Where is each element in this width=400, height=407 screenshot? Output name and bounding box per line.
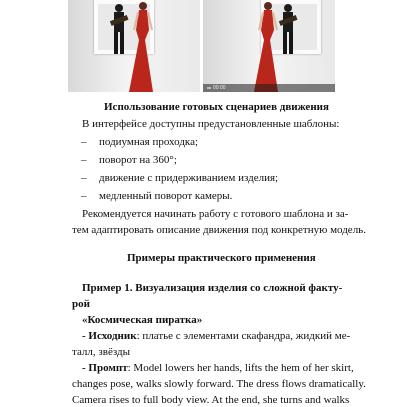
source-text: : платье с элементами скафандра, жидкий ме-	[136, 330, 351, 342]
bullet-mark: –	[81, 154, 87, 166]
list-item: подиумная проходка;	[99, 136, 199, 148]
video-time: 00:00	[213, 85, 226, 91]
video-player-bar[interactable]	[203, 84, 335, 92]
bullet-mark: –	[81, 172, 87, 184]
section-title-scenarios: Использование готовых сценариев движения	[104, 101, 329, 113]
section-title-examples: Примеры практического применения	[127, 252, 316, 264]
model-red-dress	[248, 0, 288, 92]
recommendation-line-2: тем адаптировать описание движения под конкретную модель.	[72, 224, 366, 236]
source-label: - Исходник	[82, 330, 137, 342]
intro-text: В интерфейсе доступны предустановленные шаблоны:	[82, 118, 340, 130]
source-line-1	[82, 329, 350, 343]
fashion-video-frame[interactable]	[203, 0, 335, 92]
video-progress[interactable]	[207, 87, 211, 89]
prompt-text: : Model lowers her hands, lifts the hem of her skirt,	[127, 362, 354, 374]
model-red-dress	[123, 0, 163, 92]
fashion-photo-left	[68, 0, 200, 92]
bullet-mark: –	[81, 190, 87, 202]
prompt-label: - Промпт	[82, 362, 128, 374]
example-title-line-2: рой	[72, 298, 90, 310]
example-name: «Космическая пиратка»	[82, 314, 203, 326]
recommendation-line-1: Рекомендуется начинать работу с готового шаблона и за-	[82, 208, 349, 220]
list-item: движение с придерживанием изделия;	[99, 172, 279, 184]
list-item: поворот на 360°;	[99, 154, 177, 166]
bullet-mark: –	[81, 136, 87, 148]
prompt-line-1	[82, 361, 354, 375]
example-title-line-1: Пример 1. Визуализация изделия со сложной факту-	[82, 282, 343, 294]
prompt-line-3: Camera rises to full body view. At the end, she turns and walks	[72, 394, 350, 406]
source-line-2: талл, звёзды	[72, 346, 130, 358]
list-item: медленный поворот камеры.	[99, 190, 233, 202]
prompt-line-2: changes pose, walks slowly forward. The dress flows dramatically.	[72, 378, 366, 390]
